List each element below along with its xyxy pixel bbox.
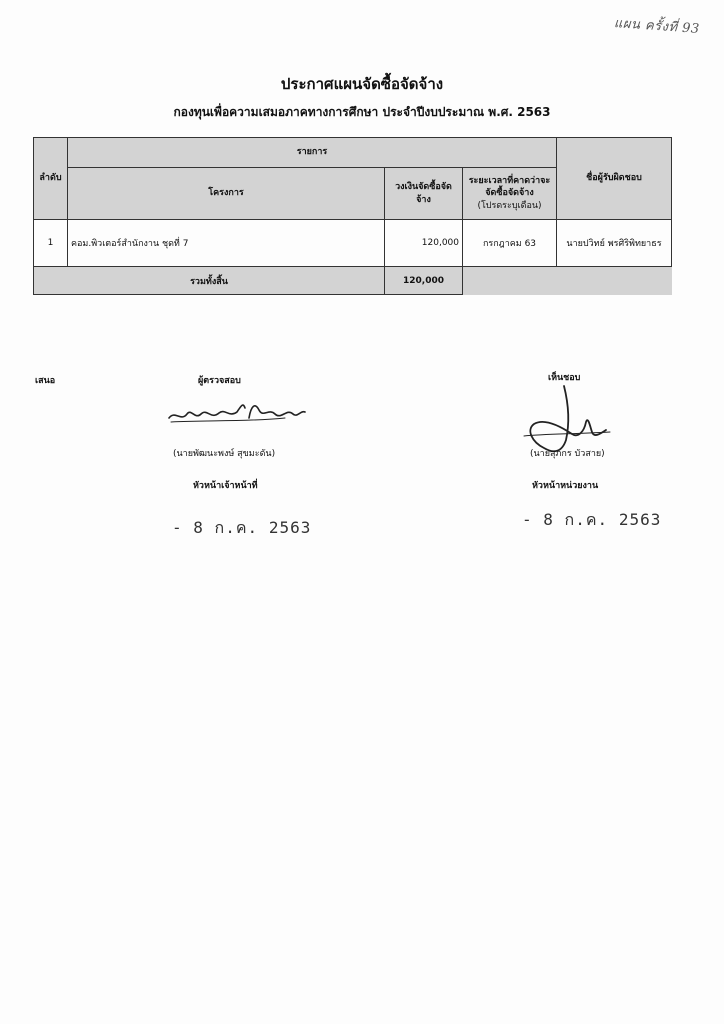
col-header-period-note: (โปรดระบุเดือน) xyxy=(477,200,542,211)
procurement-plan-table xyxy=(33,137,672,295)
approver-date-stamp: - 8 ก.ค. 2563 xyxy=(522,510,662,529)
total-row xyxy=(34,267,672,295)
col-header-group: รายการ xyxy=(68,138,557,168)
approver-label: เห็นชอบ xyxy=(548,373,581,383)
propose-label: เสนอ xyxy=(35,376,56,386)
reviewer-date-stamp: - 8 ก.ค. 2563 xyxy=(172,518,312,537)
approver-title: หัวหน้าหน่วยงาน xyxy=(532,481,599,491)
col-header-budget: วงเงินจัดซื้อจัดจ้าง xyxy=(385,168,463,220)
row-responsible: นายปวิทย์ พรศิริพิทยาธร xyxy=(557,220,672,267)
row-period: กรกฎาคม 63 xyxy=(463,220,557,267)
col-header-period-text: ระยะเวลาที่คาดว่าจะจัดซื้อจัดจ้าง xyxy=(468,176,551,199)
col-header-responsible: ชื่อผู้รับผิดชอบ xyxy=(557,138,672,220)
reviewer-signature xyxy=(165,396,310,432)
page-title: ประกาศแผนจัดซื้อจัดจ้าง xyxy=(280,75,444,93)
col-header-period xyxy=(463,168,557,220)
total-value: 120,000 xyxy=(385,267,463,295)
handwritten-note: แผน ครั้งที่ 93 xyxy=(613,16,701,37)
reviewer-title: หัวหน้าเจ้าหน้าที่ xyxy=(193,481,258,491)
reviewer-name: (นายพัฒนะพงษ์ สุขมะดัน) xyxy=(173,449,276,459)
col-header-no: ลำดับ xyxy=(34,138,68,220)
col-header-project: โครงการ xyxy=(68,168,385,220)
page-subtitle: กองทุนเพื่อความเสมอภาคทางการศึกษา ประจำปีงบประมาณ พ.ศ. 2563 xyxy=(173,105,551,119)
row-project: คอม.พิวเตอร์สำนักงาน ชุดที่ 7 xyxy=(68,220,385,267)
row-budget: 120,000 xyxy=(385,220,463,267)
row-no: 1 xyxy=(34,220,68,267)
total-label: รวมทั้งสิ้น xyxy=(34,267,385,295)
reviewer-label: ผู้ตรวจสอบ xyxy=(198,376,241,386)
approver-name: (นายสุภกร บัวสาย) xyxy=(530,449,605,459)
table-row xyxy=(34,220,672,267)
